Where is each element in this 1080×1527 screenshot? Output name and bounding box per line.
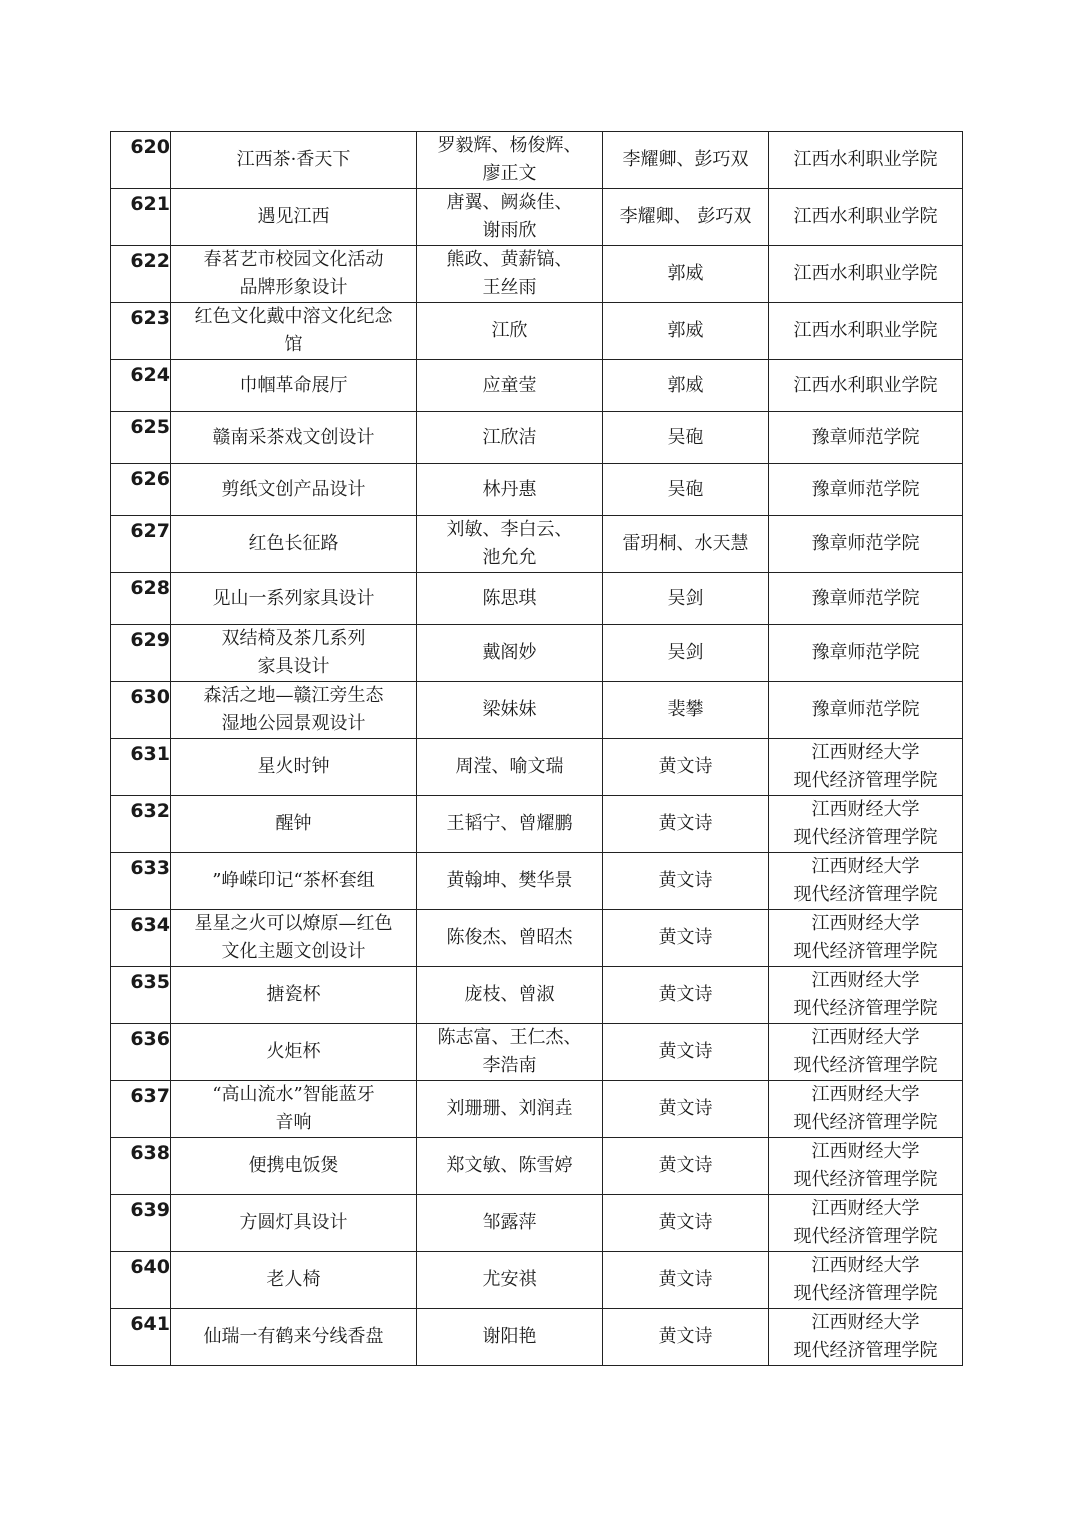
school-cell bbox=[769, 464, 963, 516]
advisor-line: 黄文诗 bbox=[658, 1098, 713, 1119]
advisor-line: 黄文诗 bbox=[658, 813, 713, 834]
advisor-cell bbox=[603, 132, 769, 189]
table-row bbox=[111, 739, 963, 796]
work-title-cell bbox=[171, 1138, 417, 1195]
work-title-line: 火炬杯 bbox=[266, 1041, 321, 1062]
authors-line: 唐翼、阙焱佳、 bbox=[446, 192, 573, 213]
authors-cell bbox=[417, 516, 603, 573]
advisor-cell bbox=[603, 246, 769, 303]
work-title-line: 文化主题文创设计 bbox=[221, 941, 366, 962]
school-line: 现代经济管理学院 bbox=[793, 1169, 938, 1190]
advisor-cell bbox=[603, 625, 769, 682]
table-row bbox=[111, 246, 963, 303]
advisor-line: 黄文诗 bbox=[658, 984, 713, 1005]
entry-number-cell: 633 bbox=[111, 853, 171, 910]
entry-number-cell: 636 bbox=[111, 1024, 171, 1081]
work-title-line: 赣南采茶戏文创设计 bbox=[212, 426, 375, 448]
authors-cell bbox=[417, 132, 603, 189]
table-row bbox=[111, 1309, 963, 1366]
school-line: 现代经济管理学院 bbox=[793, 998, 938, 1019]
entry-number-cell: 634 bbox=[111, 910, 171, 967]
work-title-line: “高山流水”智能蓝牙 bbox=[212, 1084, 375, 1105]
school-line: 现代经济管理学院 bbox=[793, 1283, 938, 1304]
school-line: 现代经济管理学院 bbox=[793, 1226, 938, 1247]
school-cell bbox=[769, 246, 963, 303]
entry-number-cell: 622 bbox=[111, 246, 171, 303]
advisor-cell bbox=[603, 796, 769, 853]
school-line: 江西水利职业学院 bbox=[793, 374, 938, 396]
authors-line: 郑文敏、陈雪婷 bbox=[446, 1155, 573, 1176]
work-title-line: 搪瓷杯 bbox=[266, 984, 321, 1005]
advisor-cell bbox=[603, 910, 769, 967]
advisor-line: 黄文诗 bbox=[658, 1155, 713, 1176]
advisor-line: 吴砲 bbox=[667, 478, 704, 500]
authors-cell bbox=[417, 1195, 603, 1252]
work-title-cell bbox=[171, 910, 417, 967]
school-cell bbox=[769, 1024, 963, 1081]
school-cell bbox=[769, 682, 963, 739]
school-cell bbox=[769, 739, 963, 796]
authors-line: 陈俊杰、曾昭杰 bbox=[446, 927, 573, 948]
advisor-cell bbox=[603, 1309, 769, 1366]
award-list-body bbox=[111, 132, 963, 1366]
advisor-cell bbox=[603, 853, 769, 910]
authors-line: 谢阳艳 bbox=[482, 1326, 537, 1347]
school-cell bbox=[769, 1252, 963, 1309]
advisor-cell bbox=[603, 360, 769, 412]
work-title-line: 醒钟 bbox=[275, 813, 312, 834]
authors-line: 廖正文 bbox=[482, 163, 537, 184]
school-cell bbox=[769, 853, 963, 910]
table-row bbox=[111, 853, 963, 910]
entry-number-cell: 637 bbox=[111, 1081, 171, 1138]
school-line: 江西财经大学 bbox=[811, 913, 920, 934]
school-cell bbox=[769, 910, 963, 967]
authors-line: 熊政、黄薪镐、 bbox=[446, 249, 573, 270]
advisor-cell bbox=[603, 303, 769, 360]
authors-line: 江欣洁 bbox=[482, 426, 537, 448]
school-line: 江西财经大学 bbox=[811, 1312, 920, 1333]
authors-cell bbox=[417, 853, 603, 910]
school-cell bbox=[769, 1081, 963, 1138]
work-title-line: 双结椅及茶几系列 bbox=[221, 628, 366, 649]
work-title-line: 方圆灯具设计 bbox=[239, 1212, 348, 1233]
advisor-line: 黄文诗 bbox=[658, 927, 713, 948]
work-title-cell bbox=[171, 360, 417, 412]
school-line: 豫章师范学院 bbox=[811, 426, 920, 448]
advisor-line: 吴砲 bbox=[667, 426, 704, 448]
advisor-line: 黄文诗 bbox=[658, 1041, 713, 1062]
work-title-cell bbox=[171, 682, 417, 739]
table-row bbox=[111, 1195, 963, 1252]
authors-cell bbox=[417, 246, 603, 303]
school-line: 江西财经大学 bbox=[811, 742, 920, 763]
entry-number-cell: 639 bbox=[111, 1195, 171, 1252]
work-title-line: 春茗艺市校园文化活动 bbox=[203, 249, 384, 270]
work-title-line: 星火时钟 bbox=[257, 756, 330, 777]
table-row bbox=[111, 303, 963, 360]
authors-cell bbox=[417, 573, 603, 625]
table-row bbox=[111, 625, 963, 682]
work-title-cell bbox=[171, 189, 417, 246]
work-title-line: 仙瑞一有鹤来兮线香盘 bbox=[203, 1326, 384, 1347]
work-title-line: 星星之火可以燎原—红色 bbox=[194, 913, 393, 934]
work-title-cell bbox=[171, 412, 417, 464]
authors-cell bbox=[417, 360, 603, 412]
school-line: 江西财经大学 bbox=[811, 1198, 920, 1219]
authors-line: 谢雨欣 bbox=[482, 220, 537, 241]
authors-cell bbox=[417, 796, 603, 853]
advisor-line: 李耀卿、 彭巧双 bbox=[619, 206, 752, 227]
entry-number-cell: 630 bbox=[111, 682, 171, 739]
advisor-cell bbox=[603, 1252, 769, 1309]
school-line: 江西财经大学 bbox=[811, 1141, 920, 1162]
authors-line: 刘珊珊、刘润垚 bbox=[446, 1098, 573, 1119]
table-row bbox=[111, 464, 963, 516]
school-line: 江西财经大学 bbox=[811, 1027, 920, 1048]
school-line: 江西财经大学 bbox=[811, 856, 920, 877]
table-row bbox=[111, 132, 963, 189]
authors-cell bbox=[417, 1024, 603, 1081]
school-cell bbox=[769, 303, 963, 360]
work-title-line: 湿地公园景观设计 bbox=[221, 713, 366, 734]
table-row bbox=[111, 682, 963, 739]
work-title-line: 红色长征路 bbox=[248, 533, 339, 554]
authors-cell bbox=[417, 739, 603, 796]
advisor-line: 黄文诗 bbox=[658, 1212, 713, 1233]
advisor-line: 黄文诗 bbox=[658, 756, 713, 777]
entry-number-cell: 631 bbox=[111, 739, 171, 796]
work-title-cell bbox=[171, 1195, 417, 1252]
school-line: 现代经济管理学院 bbox=[793, 1112, 938, 1133]
school-line: 现代经济管理学院 bbox=[793, 770, 938, 791]
work-title-cell bbox=[171, 132, 417, 189]
school-line: 豫章师范学院 bbox=[811, 642, 920, 663]
authors-line: 周滢、喻文瑞 bbox=[455, 756, 564, 777]
advisor-cell bbox=[603, 967, 769, 1024]
school-line: 江西财经大学 bbox=[811, 1084, 920, 1105]
authors-line: 林丹惠 bbox=[482, 478, 537, 500]
authors-line: 刘敏、李白云、 bbox=[446, 519, 573, 540]
authors-line: 池允允 bbox=[482, 547, 537, 568]
authors-cell bbox=[417, 412, 603, 464]
authors-line: 黄翰坤、樊华景 bbox=[446, 870, 573, 891]
entry-number-cell: 623 bbox=[111, 303, 171, 360]
work-title-cell bbox=[171, 246, 417, 303]
work-title-cell bbox=[171, 573, 417, 625]
work-title-line: 江西茶·香天下 bbox=[236, 149, 351, 170]
advisor-line: 雷玥桐、水天慧 bbox=[622, 533, 749, 554]
authors-line: 梁妹妹 bbox=[482, 699, 537, 720]
entry-number-cell: 629 bbox=[111, 625, 171, 682]
table-row bbox=[111, 516, 963, 573]
work-title-cell bbox=[171, 1252, 417, 1309]
school-line: 现代经济管理学院 bbox=[793, 1055, 938, 1076]
authors-line: 尤安祺 bbox=[482, 1269, 537, 1290]
advisor-line: 黄文诗 bbox=[658, 870, 713, 891]
table-row bbox=[111, 412, 963, 464]
school-line: 现代经济管理学院 bbox=[793, 884, 938, 905]
authors-cell bbox=[417, 1309, 603, 1366]
school-line: 豫章师范学院 bbox=[811, 699, 920, 720]
authors-cell bbox=[417, 682, 603, 739]
authors-line: 陈思琪 bbox=[482, 587, 537, 609]
work-title-cell bbox=[171, 1309, 417, 1366]
work-title-line: 见山一系列家具设计 bbox=[212, 587, 375, 609]
authors-line: 邹露萍 bbox=[482, 1212, 537, 1233]
entry-number-cell: 628 bbox=[111, 573, 171, 625]
entry-number-cell: 624 bbox=[111, 360, 171, 412]
work-title-line: ”峥嵘印记“茶杯套组 bbox=[212, 870, 375, 891]
school-cell bbox=[769, 1195, 963, 1252]
authors-cell bbox=[417, 625, 603, 682]
entry-number-cell: 632 bbox=[111, 796, 171, 853]
school-cell bbox=[769, 1309, 963, 1366]
authors-cell bbox=[417, 464, 603, 516]
advisor-cell bbox=[603, 1195, 769, 1252]
table-row bbox=[111, 1138, 963, 1195]
entry-number-cell: 625 bbox=[111, 412, 171, 464]
work-title-line: 老人椅 bbox=[266, 1269, 321, 1290]
school-cell bbox=[769, 412, 963, 464]
table-row bbox=[111, 360, 963, 412]
advisor-cell bbox=[603, 682, 769, 739]
school-line: 江西水利职业学院 bbox=[793, 320, 938, 341]
authors-line: 戴阁妙 bbox=[482, 642, 537, 663]
advisor-line: 郭威 bbox=[667, 263, 704, 284]
advisor-line: 郭威 bbox=[667, 374, 704, 396]
advisor-cell bbox=[603, 516, 769, 573]
work-title-line: 剪纸文创产品设计 bbox=[221, 478, 366, 500]
table-row bbox=[111, 910, 963, 967]
entry-number-cell: 641 bbox=[111, 1309, 171, 1366]
authors-cell bbox=[417, 910, 603, 967]
advisor-line: 黄文诗 bbox=[658, 1326, 713, 1347]
school-line: 现代经济管理学院 bbox=[793, 941, 938, 962]
entry-number-cell: 638 bbox=[111, 1138, 171, 1195]
table-row bbox=[111, 796, 963, 853]
work-title-line: 红色文化戴中溶文化纪念 bbox=[194, 306, 393, 327]
advisor-line: 李耀卿、彭巧双 bbox=[622, 149, 749, 170]
table-row bbox=[111, 967, 963, 1024]
advisor-cell bbox=[603, 189, 769, 246]
school-cell bbox=[769, 189, 963, 246]
school-line: 豫章师范学院 bbox=[811, 533, 920, 554]
advisor-cell bbox=[603, 573, 769, 625]
work-title-cell bbox=[171, 739, 417, 796]
school-line: 江西财经大学 bbox=[811, 799, 920, 820]
work-title-cell bbox=[171, 516, 417, 573]
entry-number-cell: 620 bbox=[111, 132, 171, 189]
work-title-cell bbox=[171, 303, 417, 360]
authors-line: 陈志富、王仁杰、 bbox=[437, 1027, 582, 1048]
table-row bbox=[111, 573, 963, 625]
advisor-cell bbox=[603, 1024, 769, 1081]
advisor-line: 吴剑 bbox=[667, 587, 704, 609]
authors-line: 庞枝、曾淑 bbox=[464, 984, 555, 1005]
work-title-cell bbox=[171, 464, 417, 516]
work-title-line: 森活之地—赣江旁生态 bbox=[203, 685, 384, 706]
school-line: 江西水利职业学院 bbox=[793, 149, 938, 170]
school-line: 豫章师范学院 bbox=[811, 587, 920, 609]
school-cell bbox=[769, 625, 963, 682]
school-line: 现代经济管理学院 bbox=[793, 1340, 938, 1361]
table-row bbox=[111, 1024, 963, 1081]
school-cell bbox=[769, 796, 963, 853]
work-title-cell bbox=[171, 853, 417, 910]
authors-cell bbox=[417, 1081, 603, 1138]
advisor-line: 郭威 bbox=[667, 320, 704, 341]
authors-cell bbox=[417, 1252, 603, 1309]
entry-number-cell: 635 bbox=[111, 967, 171, 1024]
advisor-cell bbox=[603, 412, 769, 464]
authors-cell bbox=[417, 1138, 603, 1195]
advisor-cell bbox=[603, 1081, 769, 1138]
advisor-line: 黄文诗 bbox=[658, 1269, 713, 1290]
entry-number-cell: 627 bbox=[111, 516, 171, 573]
authors-line: 王韬宁、曾耀鹏 bbox=[446, 813, 573, 834]
work-title-line: 馆 bbox=[284, 334, 303, 355]
work-title-line: 音响 bbox=[275, 1112, 312, 1133]
authors-line: 王丝雨 bbox=[482, 277, 537, 298]
work-title-line: 便携电饭煲 bbox=[248, 1155, 339, 1176]
school-line: 江西水利职业学院 bbox=[793, 263, 938, 284]
school-cell bbox=[769, 360, 963, 412]
work-title-line: 遇见江西 bbox=[257, 206, 330, 227]
table-row bbox=[111, 1081, 963, 1138]
table-row bbox=[111, 1252, 963, 1309]
school-cell bbox=[769, 132, 963, 189]
entry-number-cell: 621 bbox=[111, 189, 171, 246]
authors-cell bbox=[417, 967, 603, 1024]
school-cell bbox=[769, 1138, 963, 1195]
advisor-cell bbox=[603, 1138, 769, 1195]
advisor-line: 裴攀 bbox=[667, 699, 704, 720]
authors-cell bbox=[417, 189, 603, 246]
authors-line: 应童莹 bbox=[482, 374, 537, 396]
entry-number-cell: 640 bbox=[111, 1252, 171, 1309]
work-title-line: 品牌形象设计 bbox=[239, 277, 348, 298]
authors-line: 江欣 bbox=[491, 320, 528, 341]
advisor-cell bbox=[603, 739, 769, 796]
school-line: 江西财经大学 bbox=[811, 970, 920, 991]
entry-number-cell: 626 bbox=[111, 464, 171, 516]
advisor-cell bbox=[603, 464, 769, 516]
school-cell bbox=[769, 516, 963, 573]
authors-line: 李浩南 bbox=[482, 1055, 537, 1076]
authors-line: 罗毅辉、杨俊辉、 bbox=[437, 135, 582, 156]
school-line: 江西财经大学 bbox=[811, 1255, 920, 1276]
work-title-cell bbox=[171, 1024, 417, 1081]
work-title-cell bbox=[171, 796, 417, 853]
award-list-table bbox=[110, 131, 963, 1366]
school-line: 豫章师范学院 bbox=[811, 478, 920, 500]
authors-cell bbox=[417, 303, 603, 360]
advisor-line: 吴剑 bbox=[667, 642, 704, 663]
table-row bbox=[111, 189, 963, 246]
school-cell bbox=[769, 573, 963, 625]
school-line: 江西水利职业学院 bbox=[793, 206, 938, 227]
school-line: 现代经济管理学院 bbox=[793, 827, 938, 848]
work-title-line: 巾帼革命展厅 bbox=[239, 374, 348, 396]
work-title-line: 家具设计 bbox=[257, 656, 330, 677]
work-title-cell bbox=[171, 625, 417, 682]
school-cell bbox=[769, 967, 963, 1024]
work-title-cell bbox=[171, 967, 417, 1024]
work-title-cell bbox=[171, 1081, 417, 1138]
